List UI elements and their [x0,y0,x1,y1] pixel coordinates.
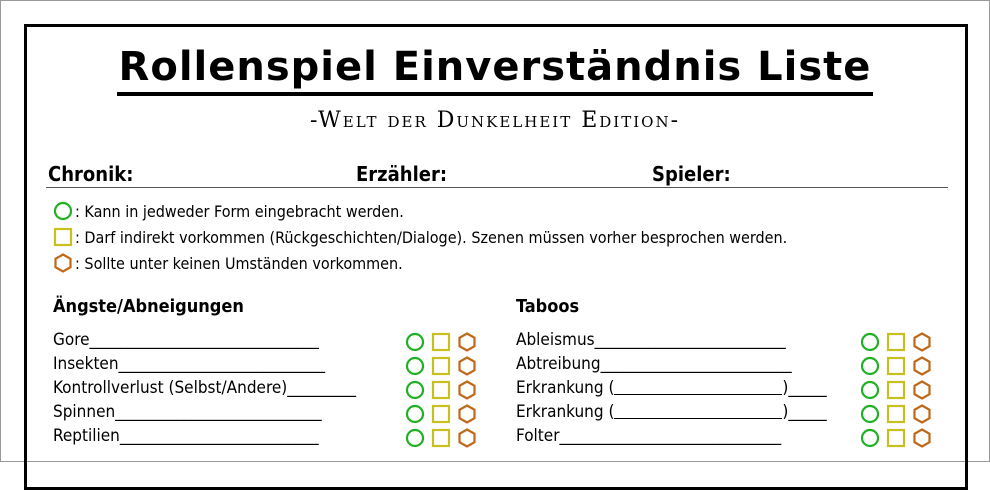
square-icon [53,227,73,247]
item-line: __________________________ [119,426,319,446]
section-heading-taboos: Taboos [516,296,580,317]
erzaehler-label: Erzähler: [356,162,448,186]
consent-options [405,402,477,426]
list-item [53,376,356,400]
list-item [516,328,786,352]
list-item [53,352,325,376]
list-item [53,424,319,448]
item-label: Ableismus [516,330,595,350]
hexagon-icon[interactable] [912,428,932,448]
square-icon[interactable] [431,332,451,352]
item-line: _____________________________ [559,426,782,446]
square-icon[interactable] [886,380,906,400]
hexagon-icon[interactable] [457,332,477,352]
circle-icon[interactable] [405,404,425,424]
item-label: Gore [53,330,90,350]
hexagon-icon[interactable] [912,356,932,376]
list-item [53,400,322,424]
item-label: Abtreibung [516,354,601,374]
item-line: ___________________________ [118,354,325,374]
consent-options [405,354,477,378]
item-line: )_____ [782,378,827,398]
hexagon-icon[interactable] [912,332,932,352]
consent-options [860,354,932,378]
hexagon-icon[interactable] [457,404,477,424]
item-label: Folter [516,426,560,446]
list-item [516,424,781,448]
header-divider [46,187,948,188]
list-item [53,328,319,352]
circle-icon[interactable] [860,404,880,424]
square-icon[interactable] [886,332,906,352]
item-line: _________________________ [600,354,792,374]
hexagon-icon[interactable] [457,428,477,448]
circle-icon[interactable] [860,356,880,376]
list-item [516,400,827,424]
section-heading-fears: Ängste/Abneigungen [53,296,244,317]
consent-options [860,402,932,426]
square-icon[interactable] [431,428,451,448]
hexagon-icon [53,253,73,273]
spieler-label: Spieler: [652,162,731,186]
consent-options [860,330,932,354]
circle-icon[interactable] [860,380,880,400]
list-item [516,376,827,400]
consent-options [860,426,932,450]
consent-options [405,426,477,450]
item-line: ______________________________ [89,330,319,350]
square-icon[interactable] [431,380,451,400]
hexagon-icon[interactable] [457,380,477,400]
legend-text: : Sollte unter keinen Umständen vorkommen. [75,253,403,273]
consent-options [405,330,477,354]
square-icon[interactable] [886,428,906,448]
item-line: )_____ [782,402,827,422]
item-label: Erkrankung ( [516,402,615,422]
item-label: Kontrollverlust (Selbst/Andere) [53,378,288,398]
consent-options [405,378,477,402]
hexagon-icon[interactable] [457,356,477,376]
square-icon[interactable] [886,404,906,424]
page-title: Rollenspiel Einverständnis Liste [0,44,990,90]
hexagon-icon[interactable] [912,380,932,400]
circle-icon [53,201,73,221]
item-line: _________ [287,378,357,398]
circle-icon[interactable] [405,356,425,376]
legend-item [53,253,403,273]
item-label: Erkrankung ( [516,378,615,398]
square-icon[interactable] [431,404,451,424]
custom-entry-input[interactable] [614,400,782,419]
hexagon-icon[interactable] [912,404,932,424]
circle-icon[interactable] [405,332,425,352]
legend-item [53,227,787,247]
page-subtitle: -Welt der Dunkelheit Edition- [309,108,681,133]
legend-text: : Kann in jedweder Form eingebracht werden. [75,201,404,221]
circle-icon[interactable] [405,380,425,400]
item-line: ___________________________ [115,402,322,422]
square-icon[interactable] [886,356,906,376]
circle-icon[interactable] [860,332,880,352]
item-label: Reptilien [53,426,120,446]
legend-text: : Darf indirekt vorkommen (Rückgeschichten/Dialoge). Szenen müssen vorher besprochen werden. [75,227,788,247]
circle-icon[interactable] [405,428,425,448]
custom-entry-input[interactable] [614,376,782,395]
list-item [516,352,792,376]
item-label: Insekten [53,354,119,374]
square-icon[interactable] [431,356,451,376]
legend-item [53,201,404,221]
circle-icon[interactable] [860,428,880,448]
item-label: Spinnen [53,402,116,422]
item-line: _________________________ [594,330,786,350]
chronik-label: Chronik: [48,162,134,186]
consent-options [860,378,932,402]
